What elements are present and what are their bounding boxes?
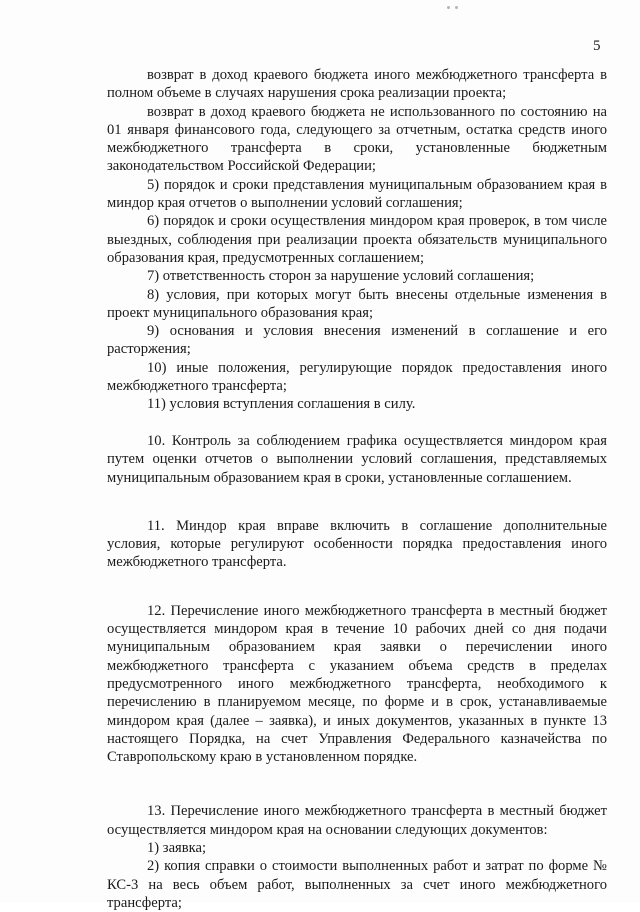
paragraph: 1) заявка; [147,839,207,856]
paragraph: 12. Перечисление иного межбюджетного трансферта в местный бюджет осуществляется миндором края в течение 10 рабочих дней со дня подачи муниципальным образованием края заявки о перечислении иного межбюджетного трансферта с указанием объема средств в пределах предусмотренного иного межбюджетного трансферта, необходимого к перечислению в планируемом месяце, по форме и в срок, устанавливаемые миндором края (далее – заявка), и иных документов, указанных в пункте 13 настоящего Порядка, на счет Управления Федерального казначейства по Ставропольскому краю в установленном порядке. [107,602,607,766]
paragraph: 11. Миндор края вправе включить в соглашение дополнительные условия, которые регулируют особенности порядка предоставления иного межбюджетного трансферта. [107,517,607,571]
paragraph: 13. Перечисление иного межбюджетного трансферта в местный бюджет осуществляется миндором края на основании следующих документов: [107,803,607,838]
scan-speck [447,6,450,9]
paragraph: 8) условия, при которых могут быть внесены отдельные изменения в проект муниципального образования края; [107,286,607,321]
paragraph: возврат в доход краевого бюджета иного межбюджетного трансферта в полном объеме в случаях нарушения срока реализации проекта; [107,67,607,102]
paragraph: 10. Контроль за соблюдением графика осуществляется миндором края путем оценки отчетов о выполнении условий соглашения, представляемых муниципальным образованием края в сроки, установленные соглашением. [107,432,607,486]
paragraph: 9) основания и условия внесения изменений в соглашение и его расторжения; [107,323,607,358]
paragraph: 11) условия вступления соглашения в силу. [147,396,416,413]
paragraph: 6) порядок и сроки осуществления миндором края проверок, в том числе выездных, соблюдения при реализации проекта обязательств муниципального образования края, предусмотренных соглашением; [107,213,607,266]
page-number: 5 [593,38,601,54]
paragraph: 5) порядок и сроки представления муниципальным образованием края в миндор края отчетов о выполнении условий соглашения; [107,176,607,212]
paragraph: 2) копия справки о стоимости выполненных работ и затрат по форме № КС-3 на весь объем работ, выполненных за счет иного межбюджетного трансферта; [107,858,607,911]
scan-speck [455,6,458,9]
document-body [107,66,607,912]
paragraph: 7) ответственность сторон за нарушение условий соглашения; [147,268,535,285]
paragraph: возврат в доход краевого бюджета не использованного по состоянию на 01 января финансового года, следующего за отчетным, остатка средств иного межбюджетного трансферта в сроки, установленные бюджетным законодательством Российской Федерации; [107,103,607,175]
paragraph: 10) иные положения, регулирующие порядок предоставления иного межбюджетного трансферта; [107,359,607,395]
